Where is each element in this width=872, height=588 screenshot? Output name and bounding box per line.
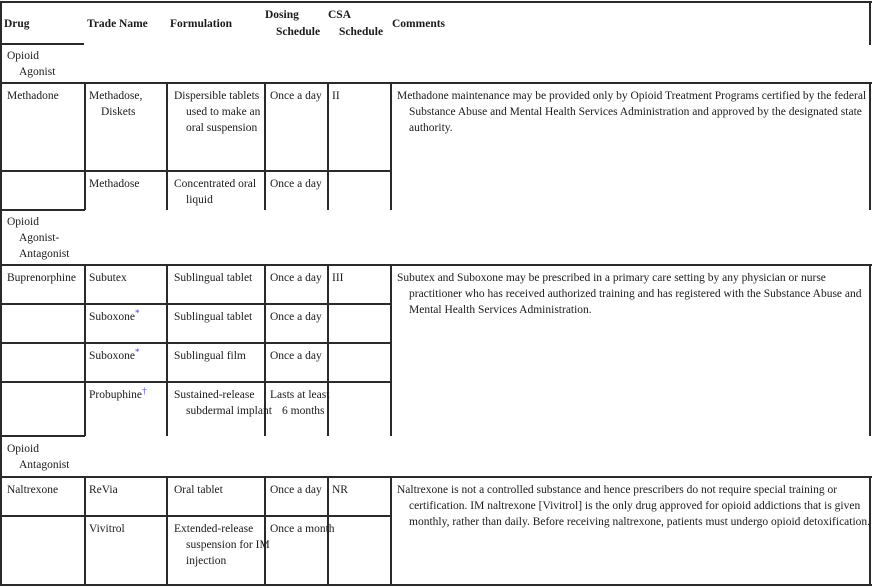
row-border xyxy=(0,170,392,172)
header-trade-name: Trade Name xyxy=(87,18,148,30)
col-border xyxy=(390,476,392,586)
col-border xyxy=(390,82,392,210)
col-border xyxy=(84,82,86,210)
dosing-schedule: Lasts at least 6 months xyxy=(270,389,330,417)
group-label-agonist-antagonist-3: Antagonist xyxy=(19,248,70,260)
col-border xyxy=(84,476,86,586)
group-label-opioid-agonist-2: Agonist xyxy=(19,66,56,78)
header-csa-line1: CSA xyxy=(328,9,352,21)
header-dosing-line1: Dosing xyxy=(265,9,299,21)
header-csa-line2: Schedule xyxy=(339,26,384,38)
formulation: Sublingual tablet xyxy=(174,311,253,323)
footnote-mark[interactable]: * xyxy=(135,347,140,357)
comment: Methadone maintenance may be provided only by Opioid Treatment Programs certified by the federal Substance Abuse and Mental Health Services Administration and approved by the designated state authority. xyxy=(397,90,867,134)
header-underline xyxy=(0,43,84,45)
dosing-schedule: Once a day xyxy=(270,350,322,362)
header-comments: Comments xyxy=(392,18,446,30)
row-border xyxy=(0,435,85,437)
table-bottom-border xyxy=(0,584,872,586)
group-label-antagonist-2: Antagonist xyxy=(19,459,70,471)
col-border xyxy=(84,264,86,436)
header-drug: Drug xyxy=(4,18,30,30)
dosing-schedule: Once a day xyxy=(270,178,322,190)
col-border xyxy=(390,264,392,436)
header-right-border xyxy=(869,1,871,45)
trade-name: Probuphine xyxy=(89,389,143,401)
trade-name: Vivitrol xyxy=(89,523,125,535)
group-label-agonist-antagonist-2: Agonist- xyxy=(19,232,60,244)
trade-name: ReVia xyxy=(89,484,118,496)
drug-naltrexone: Naltrexone xyxy=(7,484,59,496)
trade-name: Suboxone xyxy=(89,350,135,362)
drug-buprenorphine: Buprenorphine xyxy=(7,272,76,284)
comment: Naltrexone is not a controlled substance and hence prescribers do not require special training or certification. IM naltrexone [Vivitrol] is the only drug approved for opioid addictions that is given monthly, rather than daily. Before receiving naltrexone, patients must undergo opioid detoxification. xyxy=(397,484,871,528)
trade-name: Methadose, Diskets xyxy=(89,90,143,118)
row-border xyxy=(0,264,872,266)
table-top-border xyxy=(0,1,872,3)
col-border xyxy=(166,476,168,586)
formulation: Sublingual tablet xyxy=(174,272,253,284)
footnote-mark[interactable]: * xyxy=(135,308,140,318)
row-border xyxy=(0,82,872,84)
group-label-opioid-agonist-1: Opioid xyxy=(7,50,39,62)
formulation: Sublingual film xyxy=(174,350,246,362)
dosing-schedule: Once a day xyxy=(270,90,322,102)
csa-schedule: NR xyxy=(332,484,348,496)
footnote-mark[interactable]: † xyxy=(142,386,147,396)
row-border xyxy=(0,476,872,478)
formulation: Concentrated oral liquid xyxy=(174,178,257,206)
trade-name-cell xyxy=(89,309,140,325)
trade-name-cell xyxy=(89,348,140,364)
csa-schedule: II xyxy=(332,90,340,102)
table-left-border xyxy=(0,1,2,585)
drug-methadone: Methadone xyxy=(7,90,59,102)
group-label-antagonist-1: Opioid xyxy=(7,443,39,455)
trade-name-cell xyxy=(89,387,147,403)
trade-name: Suboxone xyxy=(89,311,135,323)
dosing-schedule: Once a month xyxy=(270,523,335,535)
formulation: Extended-release suspension for IM injection xyxy=(174,523,270,567)
row-border xyxy=(0,303,392,305)
formulation: Dispersible tablets used to make an oral suspension xyxy=(174,90,261,134)
formulation: Oral tablet xyxy=(174,484,223,496)
header-formulation: Formulation xyxy=(170,18,232,30)
row-border xyxy=(0,381,392,383)
trade-name: Methadose xyxy=(89,178,140,190)
dosing-schedule: Once a day xyxy=(270,311,322,323)
col-border xyxy=(166,264,168,436)
row-border xyxy=(0,515,392,517)
formulation: Sustained-release subdermal implant xyxy=(174,389,272,417)
dosing-schedule: Once a day xyxy=(270,272,322,284)
trade-name: Subutex xyxy=(89,272,127,284)
csa-schedule: III xyxy=(332,272,344,284)
header-dosing-line2: Schedule xyxy=(276,26,321,38)
dosing-schedule: Once a day xyxy=(270,484,322,496)
row-border xyxy=(0,209,85,211)
row-border xyxy=(0,342,392,344)
group-label-agonist-antagonist-1: Opioid xyxy=(7,216,39,228)
comment: Subutex and Suboxone may be prescribed in a primary care setting by any physician or nurse practitioner who has received authorized training and has registered with the Substance Abuse and Mental Health Services Administration. xyxy=(397,272,862,316)
